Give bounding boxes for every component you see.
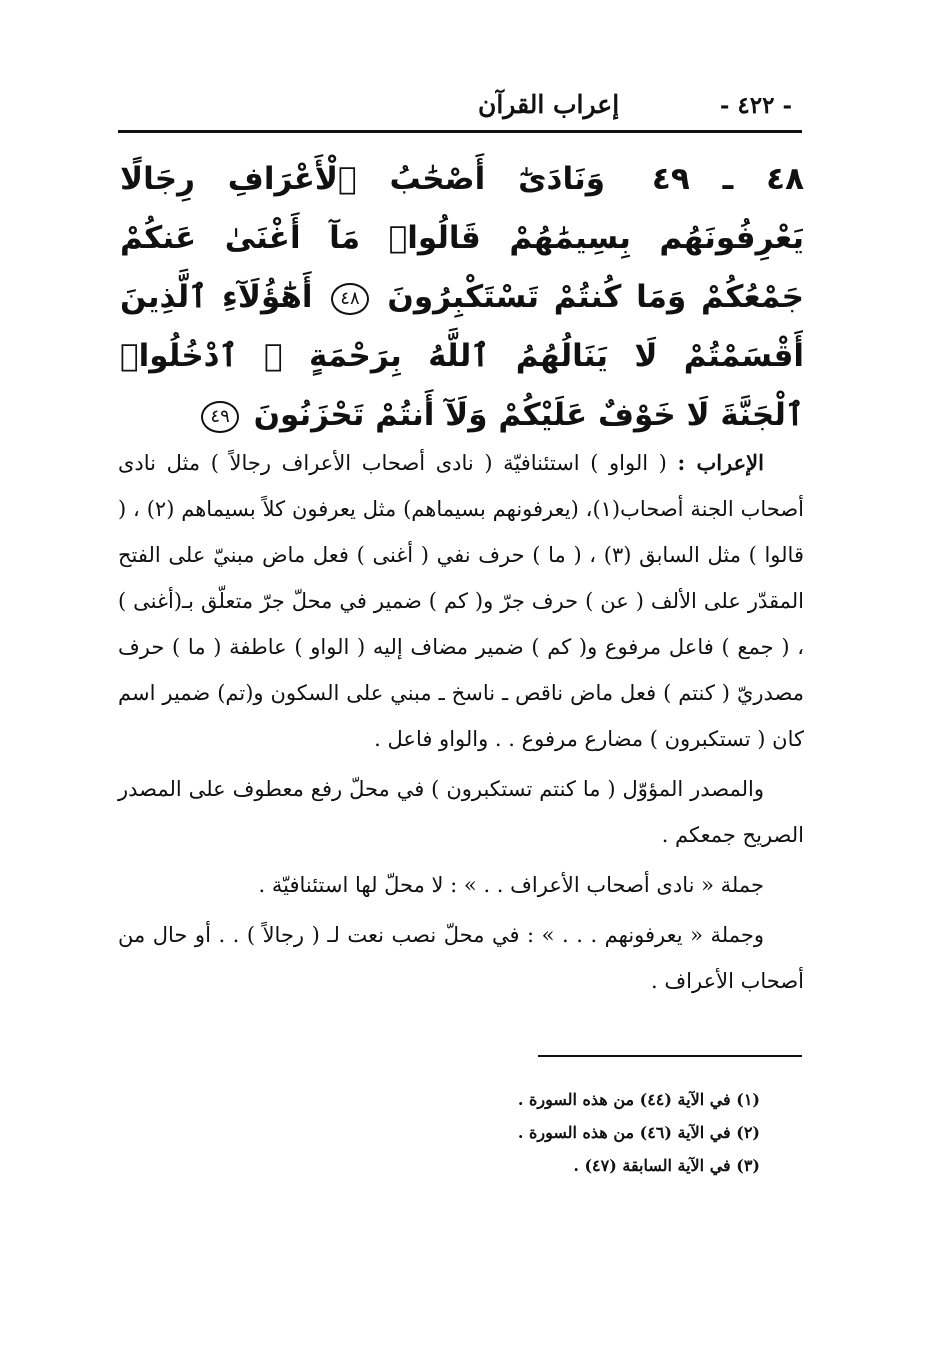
grammar-paragraph-3: جملة « نادى أصحاب الأعراف . . » : لا محلّ لها استئنافيّة . [258, 873, 764, 897]
verse-reference: ٤٨ ـ ٤٩ [651, 161, 805, 197]
footnotes [430, 1083, 760, 1182]
grammar-text-1: ( الواو ) استئنافيّة ( نادى أصحاب الأعراف رجالاً ) مثل نادى أصحاب الجنة أصحاب(١)، (يعرفونهم بسيماهم) مثل يعرفون كلاً بسيماهم (٢) ، ( قالوا ) مثل السابق (٣) ، ( ما ) حرف نفي ( أغنى ) فعل ماض مبنيّ على الفتح المقدّر على الألف ( عن ) حرف جرّ و( كم ) ضمير في محلّ جرّ متعلّق بـ(أغنى ) ، ( جمع ) فاعل مرفوع و( كم ) ضمير مضاف إليه ( الواو ) عاطفة ( ما ) حرف مصدريّ ( كنتم ) فعل ماض ناقص ـ ناسخ ـ مبني على السكون و(تم) ضمير اسم كان ( تستكبرون ) مضارع مرفوع . . والواو فاعل . [118, 451, 805, 751]
grammar-analysis [118, 440, 804, 1004]
verse-text-part2: أَهَٰٓؤُلَآءِ ٱلَّذِينَ أَقْسَمْتُمْ لَا يَنَالُهُمُ ٱللَّهُ بِرَحْمَةٍ ۚ ٱدْخُلُوا۟ ٱلْجَنَّةَ لَا خَوْفٌ عَلَيْكُمْ وَلَآ أَنتُمْ تَحْزَنُونَ [120, 279, 804, 433]
grammar-paragraph-1 [118, 440, 804, 762]
grammar-paragraph-2: والمصدر المؤوّل ( ما كنتم تستكبرون ) في محلّ رفع معطوف على المصدر الصريح جمعكم . [118, 777, 804, 847]
grammar-label: الإعراب : [677, 450, 764, 475]
footnote-divider [538, 1055, 802, 1057]
footnote-1: (١) في الآية (٤٤) من هذه السورة . [517, 1090, 760, 1109]
footnote-2: (٢) في الآية (٤٦) من هذه السورة . [517, 1123, 760, 1142]
ayah-number-49: ٤٩ [201, 401, 238, 433]
grammar-paragraph-4: وجملة « يعرفونهم . . . » : في محلّ نصب نعت لـ ( رجالاً ) . . أو حال من أصحاب الأعراف . [118, 923, 804, 993]
ayah-number-48: ٤٨ [331, 283, 368, 315]
verse-text-part1: وَنَادَىٰٓ أَصْحَٰبُ ٱلْأَعْرَافِ رِجَالًا يَعْرِفُونَهُم بِسِيمَٰهُمْ قَالُوا۟ مَآ أَغْنَىٰ عَنكُمْ جَمْعُكُمْ وَمَا كُنتُمْ تَسْتَكْبِرُونَ [120, 161, 804, 315]
page-header [118, 86, 802, 133]
page-title: إعراب القرآن [478, 90, 620, 119]
page-number: - ٤٢٢ - [719, 92, 792, 119]
footnote-3: (٣) في الآية السابقة (٤٧) . [573, 1156, 760, 1175]
quran-verse-block [120, 150, 804, 445]
